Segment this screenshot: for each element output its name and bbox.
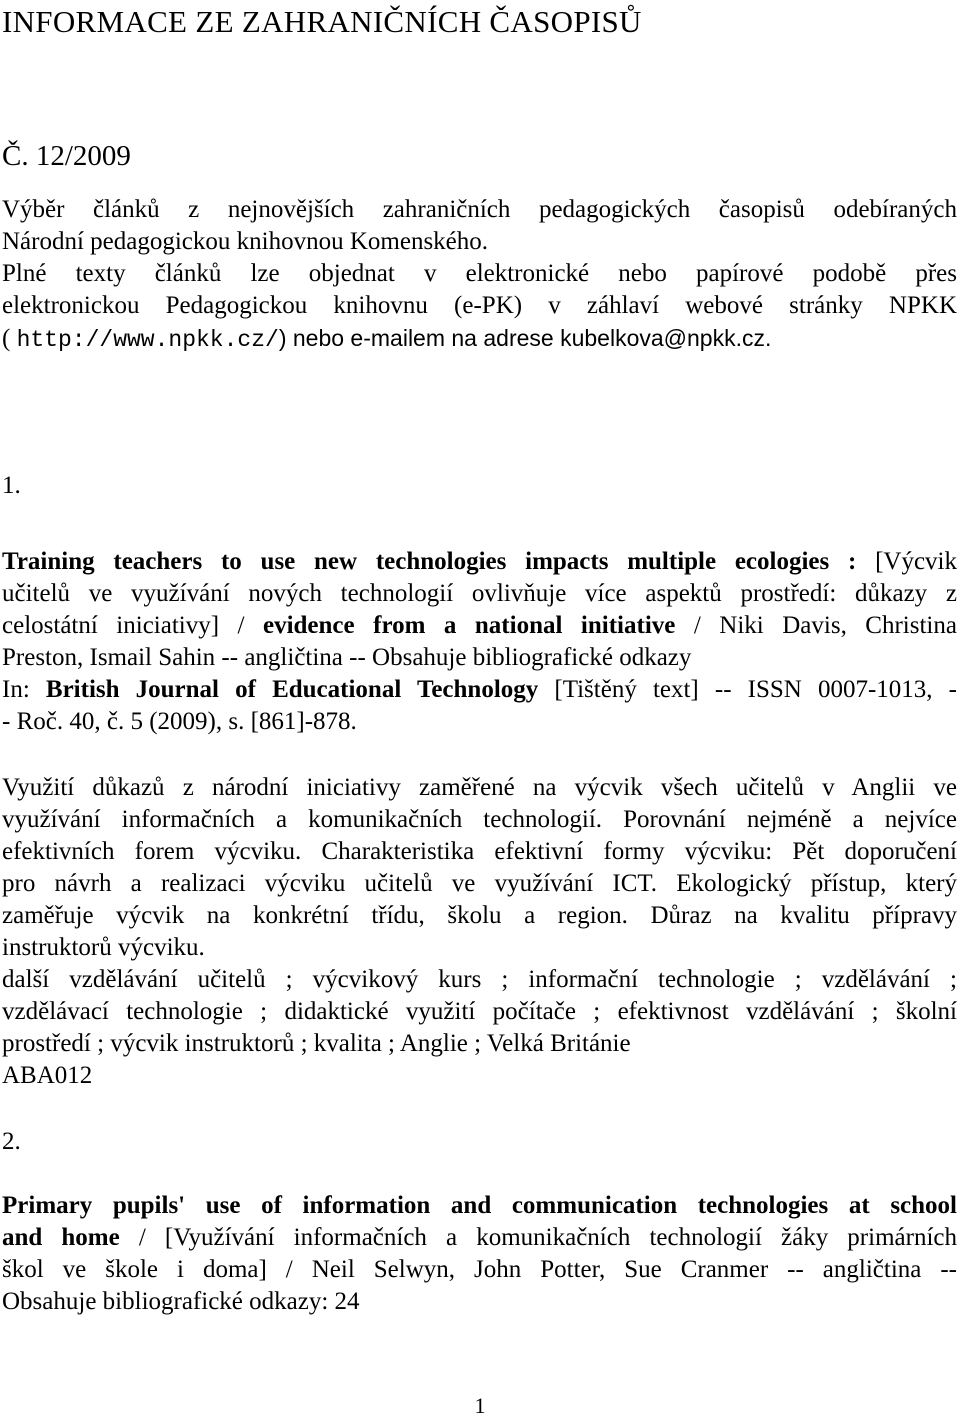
intro-line bbox=[2, 322, 957, 356]
keywords-line: další vzdělávání učitelů ; výcvikový kurs ; informační technologie ; vzdělávání ; bbox=[2, 966, 957, 993]
article-2-title-line bbox=[2, 1190, 957, 1222]
article-1-title-cz: celostátní iniciativy] / bbox=[2, 612, 263, 639]
article-2-authors-line: škol ve škole i doma] / Neil Selwyn, John Potter, Sue Cranmer -- angličtina -- bbox=[2, 1256, 957, 1283]
article-2-number: 2. bbox=[2, 1128, 21, 1155]
article-1-title-en: Training teachers to use new technologies impacts multiple ecologies : bbox=[2, 548, 857, 575]
article-2-title-en: Primary pupils' use of information and communication technologies at school bbox=[2, 1192, 957, 1219]
article-1-subtitle-en: evidence from a national initiative bbox=[262, 612, 676, 639]
article-2-bibliography-line: Obsahuje bibliografické odkazy: 24 bbox=[2, 1288, 360, 1315]
article-1-title-line bbox=[2, 610, 957, 642]
article-2-title-en: and home bbox=[2, 1224, 120, 1251]
article-1-source-line: - Roč. 40, č. 5 (2009), s. [861]-878. bbox=[2, 708, 357, 735]
keywords-line: vzdělávací technologie ; didaktické využití počítače ; efektivnost vzdělávání ; školní bbox=[2, 998, 957, 1025]
article-1-number: 1. bbox=[2, 472, 21, 499]
article-1-authors: / Niki Davis, Christina bbox=[675, 612, 957, 639]
npkk-url-link[interactable]: http://www.npkk.cz/ bbox=[16, 327, 279, 353]
article-1-title-line bbox=[2, 546, 957, 578]
article-1-journal: British Journal of Educational Technology bbox=[45, 676, 539, 703]
intro-email-text: ) nebo e-mailem na adrese kubelkova@npkk.cz. bbox=[278, 325, 772, 351]
article-1-title-line: učitelů ve využívání nových technologií ovlivňuje více aspektů prostředí: důkazy z bbox=[2, 580, 957, 607]
abstract-line: využívání informačních a komunikačních technologií. Porovnání nejméně a nejvíce bbox=[2, 806, 957, 833]
article-2-title-cz: / [Využívání informačních a komunikačních technologií žáky primárních bbox=[119, 1224, 957, 1251]
intro-paragraph bbox=[2, 194, 957, 356]
issue-number: Č. 12/2009 bbox=[2, 140, 131, 172]
intro-line: Plné texty článků lze objednat v elektronické nebo papírové podobě přes bbox=[2, 260, 957, 287]
page-title: INFORMACE ZE ZAHRANIČNÍCH ČASOPISŮ bbox=[2, 4, 642, 39]
article-1-record bbox=[2, 546, 957, 738]
abstract-line: Využití důkazů z národní iniciativy zaměřené na výcvik všech učitelů v Anglii ve bbox=[2, 774, 957, 801]
abstract-line: instruktorů výcviku. bbox=[2, 934, 205, 961]
article-1-authors-line: Preston, Ismail Sahin -- angličtina -- Obsahuje bibliografické odkazy bbox=[2, 644, 692, 671]
intro-line: Národní pedagogickou knihovnou Komenského. bbox=[2, 228, 489, 255]
article-2-title-line bbox=[2, 1222, 957, 1254]
article-1-issn: [Tištěný text] -- ISSN 0007-1013, - bbox=[538, 676, 957, 703]
article-1-title-cz: [Výcvik bbox=[856, 548, 958, 575]
article-1-abstract bbox=[2, 772, 957, 1092]
abstract-line: efektivních forem výcviku. Charakteristika efektivní formy výcviku: Pět doporučení bbox=[2, 838, 957, 865]
intro-paren: ( bbox=[2, 325, 17, 352]
article-2-record bbox=[2, 1190, 957, 1318]
article-1-code: ABA012 bbox=[2, 1062, 93, 1089]
intro-line: Výběr článků z nejnovějších zahraničních pedagogických časopisů odebíraných bbox=[2, 196, 957, 223]
article-1-source-prefix: In: bbox=[2, 676, 46, 703]
abstract-line: zaměřuje výcvik na konkrétní třídu, školu a region. Důraz na kvalitu přípravy bbox=[2, 902, 957, 929]
keywords-line: prostředí ; výcvik instruktorů ; kvalita ; Anglie ; Velká Británie bbox=[2, 1030, 631, 1057]
article-1-source-line bbox=[2, 674, 957, 706]
page-number: 1 bbox=[474, 1393, 486, 1418]
intro-line: elektronickou Pedagogickou knihovnu (e-PK) v záhlaví webové stránky NPKK bbox=[2, 292, 957, 319]
abstract-line: pro návrh a realizaci výcviku učitelů ve využívání ICT. Ekologický přístup, který bbox=[2, 870, 957, 897]
